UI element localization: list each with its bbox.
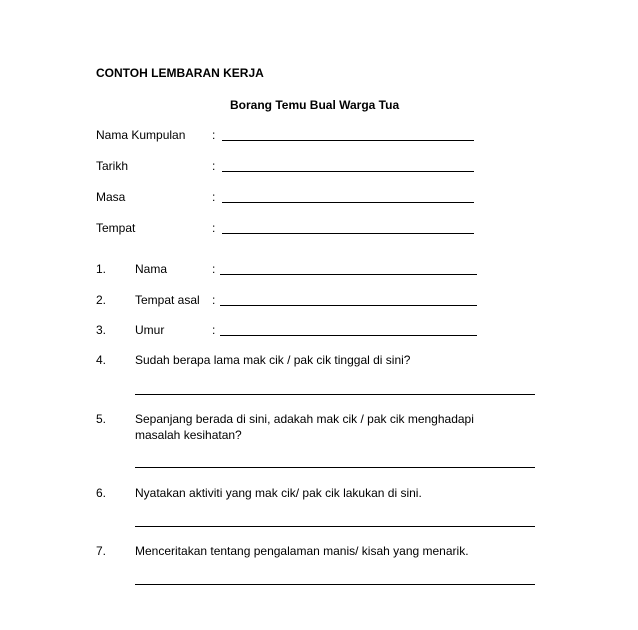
worksheet-heading: CONTOH LEMBARAN KERJA — [96, 66, 264, 80]
answer-line[interactable] — [135, 467, 535, 468]
question-text: Nyatakan aktiviti yang mak cik/ pak cik lakukan di sini. — [135, 486, 422, 500]
answer-line[interactable] — [220, 274, 477, 275]
field-colon: : — [212, 128, 216, 142]
field-label: Tarikh — [96, 159, 129, 173]
field-label: Masa — [96, 190, 126, 204]
question-number: 5. — [96, 412, 107, 426]
field-colon: : — [212, 323, 216, 337]
field-colon: : — [212, 262, 216, 276]
question-text: Sepanjang berada di sini, adakah mak cik / pak cik menghadapi — [135, 412, 474, 426]
question-text-cont: masalah kesihatan? — [135, 428, 242, 442]
question-label: Tempat asal — [135, 293, 200, 307]
question-text: Sudah berapa lama mak cik / pak cik tinggal di sini? — [135, 353, 411, 367]
field-colon: : — [212, 190, 216, 204]
answer-line[interactable] — [135, 584, 535, 585]
question-number: 3. — [96, 323, 107, 337]
answer-line[interactable] — [220, 305, 477, 306]
answer-line[interactable] — [222, 202, 474, 203]
question-number: 6. — [96, 486, 107, 500]
form-title: Borang Temu Bual Warga Tua — [230, 98, 400, 112]
field-colon: : — [212, 221, 216, 235]
answer-line[interactable] — [222, 171, 474, 172]
field-colon: : — [212, 159, 216, 173]
question-number: 4. — [96, 353, 107, 367]
question-label: Umur — [135, 323, 165, 337]
answer-line[interactable] — [135, 394, 535, 395]
answer-line[interactable] — [222, 140, 474, 141]
question-label: Nama — [135, 262, 168, 276]
question-number: 1. — [96, 262, 107, 276]
question-text: Menceritakan tentang pengalaman manis/ kisah yang menarik. — [135, 544, 469, 558]
question-number: 2. — [96, 293, 107, 307]
answer-line[interactable] — [135, 526, 535, 527]
answer-line[interactable] — [220, 335, 477, 336]
field-colon: : — [212, 293, 216, 307]
field-label: Nama Kumpulan — [96, 128, 186, 142]
answer-line[interactable] — [222, 233, 474, 234]
field-label: Tempat — [96, 221, 136, 235]
question-number: 7. — [96, 544, 107, 558]
